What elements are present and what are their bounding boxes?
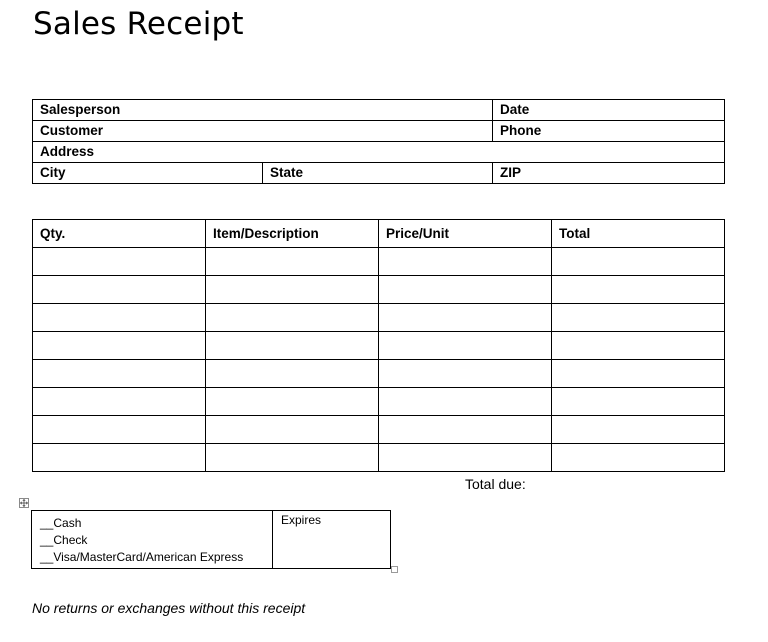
price-unit-cell[interactable]	[379, 444, 552, 472]
table-move-icon[interactable]	[19, 498, 29, 508]
customer-field[interactable]: Customer	[33, 121, 493, 142]
total-header: Total	[552, 220, 725, 248]
payment-table	[31, 510, 391, 569]
address-row	[33, 142, 725, 163]
items-body	[33, 248, 725, 472]
total-cell[interactable]	[552, 416, 725, 444]
total-cell[interactable]	[552, 360, 725, 388]
expires-field[interactable]: Expires	[273, 511, 391, 569]
table-resize-handle[interactable]	[391, 566, 398, 573]
item-description-cell[interactable]	[206, 276, 379, 304]
item-description-header: Item/Description	[206, 220, 379, 248]
qty-cell[interactable]	[33, 416, 206, 444]
total-cell[interactable]	[552, 444, 725, 472]
price-unit-cell[interactable]	[379, 304, 552, 332]
item-description-cell[interactable]	[206, 360, 379, 388]
customer-info-table	[32, 99, 725, 184]
date-field[interactable]: Date	[493, 100, 725, 121]
qty-header: Qty.	[33, 220, 206, 248]
item-description-cell[interactable]	[206, 304, 379, 332]
price-unit-cell[interactable]	[379, 248, 552, 276]
page-title: Sales Receipt	[33, 6, 244, 42]
price-unit-cell[interactable]	[379, 388, 552, 416]
qty-cell[interactable]	[33, 360, 206, 388]
qty-cell[interactable]	[33, 388, 206, 416]
item-description-cell[interactable]	[206, 388, 379, 416]
qty-cell[interactable]	[33, 276, 206, 304]
qty-cell[interactable]	[33, 332, 206, 360]
payment-methods-cell	[32, 511, 273, 569]
total-due-label: Total due:	[465, 476, 526, 492]
items-header-row	[33, 220, 725, 248]
qty-cell[interactable]	[33, 248, 206, 276]
footer-note: No returns or exchanges without this receipt	[32, 600, 306, 616]
total-cell[interactable]	[552, 332, 725, 360]
phone-field[interactable]: Phone	[493, 121, 725, 142]
zip-field[interactable]: ZIP	[493, 163, 725, 184]
item-description-cell[interactable]	[206, 416, 379, 444]
city-field[interactable]: City	[33, 163, 263, 184]
table-row	[33, 332, 725, 360]
table-row	[33, 360, 725, 388]
move-arrows-icon	[20, 499, 28, 507]
salesperson-row	[33, 100, 725, 121]
total-cell[interactable]	[552, 276, 725, 304]
table-row	[33, 304, 725, 332]
price-unit-cell[interactable]	[379, 416, 552, 444]
table-row	[33, 248, 725, 276]
customer-row	[33, 121, 725, 142]
price-unit-cell[interactable]	[379, 332, 552, 360]
city-row	[33, 163, 725, 184]
payment-row	[32, 511, 391, 569]
cash-option[interactable]: __Cash	[40, 516, 82, 530]
table-row	[33, 416, 725, 444]
item-description-cell[interactable]	[206, 248, 379, 276]
state-field[interactable]: State	[263, 163, 493, 184]
address-field[interactable]: Address	[33, 142, 725, 163]
table-row	[33, 388, 725, 416]
card-option[interactable]: __Visa/MasterCard/American Express	[40, 550, 244, 564]
price-unit-cell[interactable]	[379, 360, 552, 388]
items-table	[32, 219, 725, 472]
price-unit-cell[interactable]	[379, 276, 552, 304]
table-row	[33, 276, 725, 304]
total-cell[interactable]	[552, 388, 725, 416]
qty-cell[interactable]	[33, 304, 206, 332]
price-unit-header: Price/Unit	[379, 220, 552, 248]
check-option[interactable]: __Check	[40, 533, 88, 547]
item-description-cell[interactable]	[206, 444, 379, 472]
qty-cell[interactable]	[33, 444, 206, 472]
table-row	[33, 444, 725, 472]
salesperson-field[interactable]: Salesperson	[33, 100, 493, 121]
item-description-cell[interactable]	[206, 332, 379, 360]
total-cell[interactable]	[552, 304, 725, 332]
total-cell[interactable]	[552, 248, 725, 276]
